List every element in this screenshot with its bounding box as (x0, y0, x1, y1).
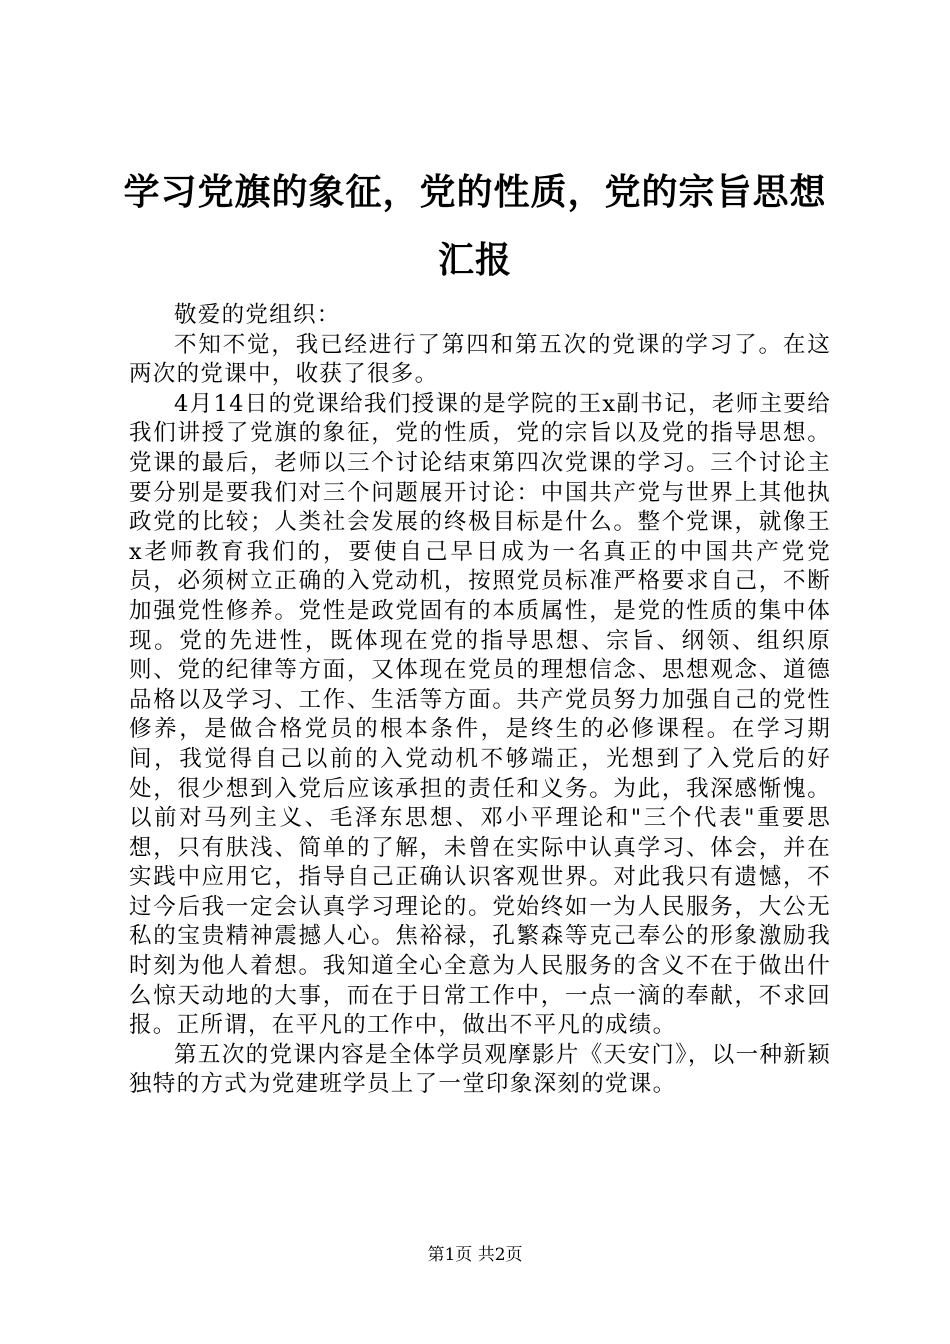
document-body (129, 301, 831, 1100)
paragraph-1: 不知不觉，我已经进行了第四和第五次的党课的学习了。在这两次的党课中，收获了很多。 (129, 331, 831, 388)
page-footer: 第1页 共2页 (427, 1245, 523, 1265)
salutation: 敬爱的党组织： (174, 302, 341, 328)
document-title: 学习党旗的象征，党的性质，党的宗旨思想汇报 (123, 171, 827, 281)
paragraph-2: 4月14日的党课给我们授课的是学院的王x副书记，老师主要给我们讲授了党旗的象征，党的性质，党的宗旨以及党的指导思想。党课的最后，老师以三个讨论结束第四次党课的学习。三个讨论主要分别是要我们对三个问题展开讨论：中国共产党与世界上其他执政党的比较；人类社会发展的终极目标是什么。整个党课，就像王x老师教育我们的，要使自己早日成为一名真正的中国共产党党员，必须树立正确的入党动机，按照党员标准严格要求自己，不断加强党性修养。党性是政党固有的本质属性，是党的性质的集中体现。党的先进性，既体现在党的指导思想、宗旨、纲领、组织原则、党的纪律等方面，又体现在党员的理想信念、思想观念、道德品格以及学习、工作、生活等方面。共产党员努力加强自己的党性修养，是做合格党员的根本条件，是终生的必修课程。在学习期间，我觉得自己以前的入党动机不够端正，光想到了入党后的好处，很少想到入党后应该承担的责任和义务。为此，我深感惭愧。以前对马列主义、毛泽东思想、邓小平理论和"三个代表"重要思想，只有肤浅、简单的了解，未曾在实际中认真学习、体会，并在实践中应用它，指导自己正确认识客观世界。对此我只有遗憾，不过今后我一定会认真学习理论的。党始终如一为人民服务，大公无私的宝贵精神震撼人心。焦裕禄，孔繁森等克己奉公的形象激励我时刻为他人着想。我知道全心全意为人民服务的含义不在于做出什么惊天动地的大事，而在于日常工作中，一点一滴的奉献，不求回报。正所谓，在平凡的工作中，做出不平凡的成绩。 (129, 390, 831, 1039)
paragraph-3: 第五次的党课内容是全体学员观摩影片《天安门》，以一种新颖独特的方式为党建班学员上了一堂印象深刻的党课。 (129, 1041, 831, 1098)
